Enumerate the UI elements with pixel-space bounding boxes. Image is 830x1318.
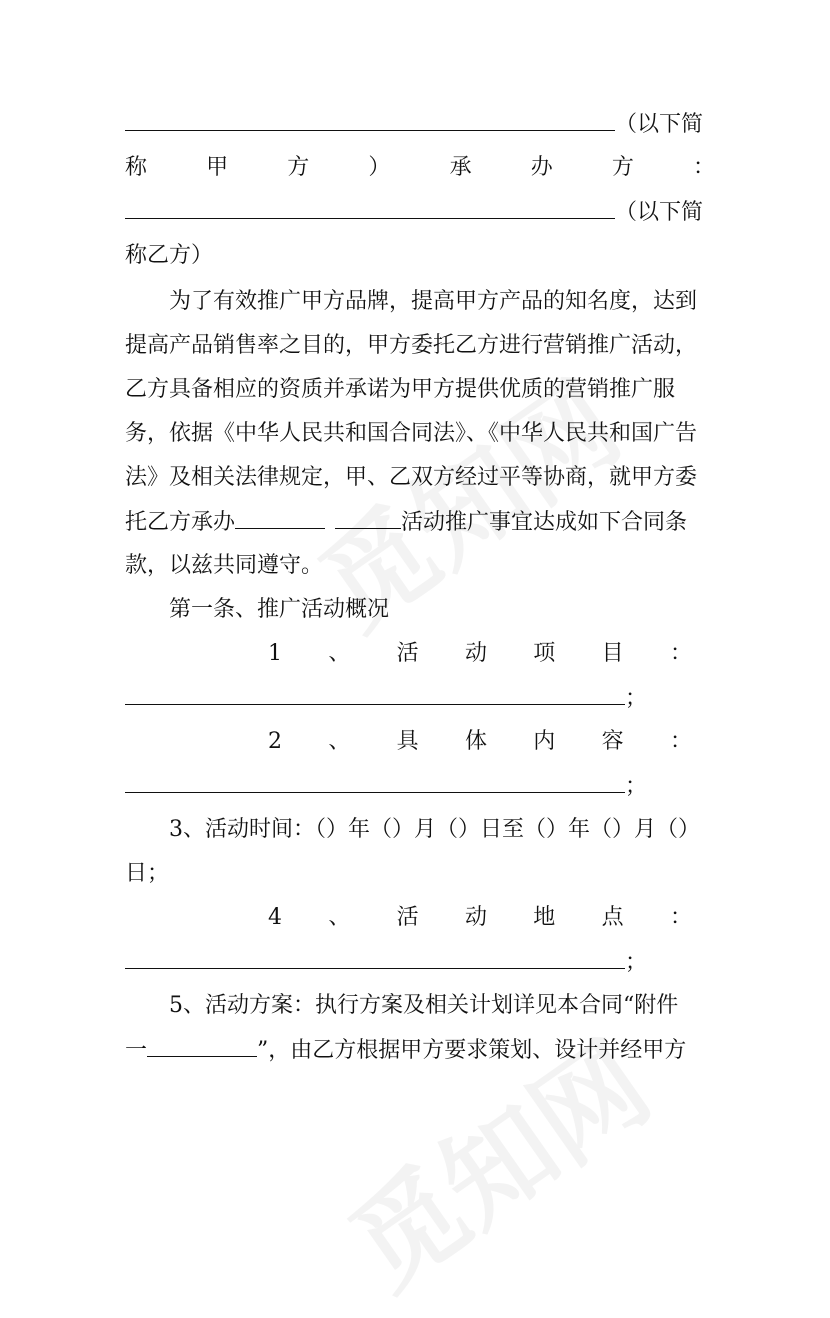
project-blank-2[interactable] xyxy=(335,500,401,529)
char: ： xyxy=(669,729,692,754)
intro-line-1: 为了有效推广甲方品牌，提高甲方产品的知名度，达到 xyxy=(169,289,698,314)
char: 活 xyxy=(396,905,419,930)
char: 动 xyxy=(464,641,487,666)
item-4-blank-line xyxy=(125,940,715,984)
party-a-blank[interactable] xyxy=(125,102,615,131)
blank-end: ； xyxy=(625,686,648,711)
char: 1 xyxy=(268,641,282,666)
char: 、 xyxy=(328,905,351,930)
char: ： xyxy=(669,905,692,930)
char: 动 xyxy=(464,905,487,930)
blank-end: ； xyxy=(625,950,648,975)
char: 、 xyxy=(328,641,351,666)
char: ： xyxy=(669,641,692,666)
char: 方 xyxy=(287,155,310,180)
item-2-label xyxy=(268,720,692,764)
char: 办 xyxy=(530,155,553,180)
char: 项 xyxy=(533,641,556,666)
item-5-line-2 xyxy=(125,1028,715,1072)
intro-line-6-after: 活动推广事宜达成如下合同条 xyxy=(401,510,688,535)
char: 内 xyxy=(533,729,556,754)
char: 容 xyxy=(601,729,624,754)
intro-line-7: 款，以兹共同遵守。 xyxy=(125,553,324,578)
item-1-blank-line xyxy=(125,676,715,720)
item-4-label xyxy=(268,896,692,940)
char: ： xyxy=(692,155,715,180)
attachment-blank[interactable] xyxy=(147,1028,257,1057)
intro-line-6-before: 托乙方承办 xyxy=(125,510,236,535)
party-a-continuation xyxy=(125,146,715,190)
item-1-label xyxy=(268,632,692,676)
char: 活 xyxy=(396,641,419,666)
article-1-title: 第一条、推广活动概况 xyxy=(169,597,390,622)
party-b-blank[interactable] xyxy=(125,190,615,219)
item-5-after: ”，由乙方根据甲方要求策划、设计并经甲方 xyxy=(257,1038,687,1063)
item-2-blank-line xyxy=(125,764,715,808)
item-3-line-1: 3、活动时间：（）年（）月（）日至（）年（）月（） xyxy=(169,817,700,842)
char: 、 xyxy=(328,729,351,754)
party-b-line xyxy=(125,190,715,234)
party-b-suffix: （以下简 xyxy=(615,200,704,225)
char: 4 xyxy=(268,905,282,930)
party-a-line xyxy=(125,102,715,146)
char: 甲 xyxy=(206,155,229,180)
item-1-blank[interactable] xyxy=(125,676,625,705)
party-b-continuation: 称乙方） xyxy=(125,243,214,268)
intro-line-2: 提高产品销售率之目的，甲方委托乙方进行营销推广活动， xyxy=(125,333,698,358)
char: 地 xyxy=(533,905,556,930)
party-a-suffix: （以下简 xyxy=(615,112,704,137)
char: 称 xyxy=(125,155,148,180)
item-5-line-1: 5、活动方案：执行方案及相关计划详见本合同“附件 xyxy=(169,993,679,1018)
project-blank-1[interactable] xyxy=(235,500,325,529)
char: 承 xyxy=(449,155,472,180)
item-2-blank[interactable] xyxy=(125,764,625,793)
char: 体 xyxy=(464,729,487,754)
char: 2 xyxy=(268,729,282,754)
intro-line-5: 法》及相关法律规定，甲、乙双方经过平等协商，就甲方委 xyxy=(125,465,698,490)
char: 点 xyxy=(601,905,624,930)
intro-line-6 xyxy=(125,500,715,544)
intro-line-3: 乙方具备相应的资质并承诺为甲方提供优质的营销推广服 xyxy=(125,377,676,402)
char: 具 xyxy=(396,729,419,754)
item-3-line-2: 日； xyxy=(125,861,170,886)
intro-line-4: 务，依据《中华人民共和国合同法》、《中华人民共和国广告 xyxy=(125,421,698,446)
item-4-blank[interactable] xyxy=(125,940,625,969)
char: ） xyxy=(368,155,391,180)
char: 方 xyxy=(611,155,634,180)
char: 目 xyxy=(601,641,624,666)
item-5-before: 一 xyxy=(125,1038,148,1063)
blank-end: ； xyxy=(625,774,648,799)
